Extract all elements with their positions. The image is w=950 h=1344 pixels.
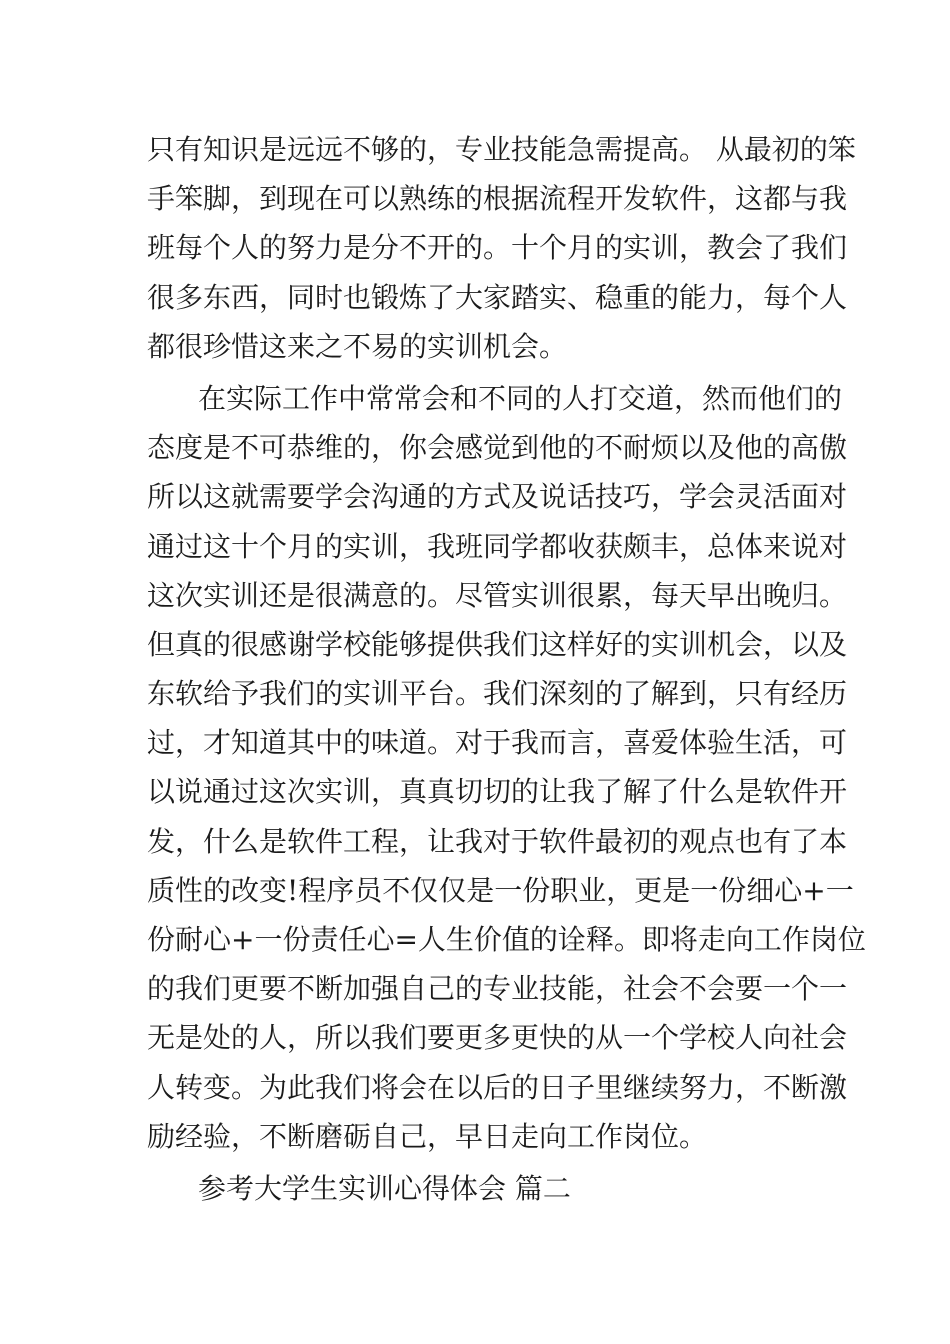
paragraph-line: 班每个人的努力是分不开的。十个月的实训，教会了我们	[147, 231, 848, 265]
paragraph-line: 在实际工作中常常会和不同的人打交道，然而他们的	[198, 381, 843, 415]
paragraph-line: 都很珍惜这来之不易的实训机会。	[147, 329, 568, 363]
paragraph-2	[147, 374, 866, 1161]
paragraph-line: 手笨脚，到现在可以熟练的根据流程开发软件，这都与我	[147, 182, 848, 216]
paragraph-line: 以说通过这次实训，真真切切的让我了解了什么是软件开	[147, 775, 848, 809]
paragraph-line: 态度是不可恭维的，你会感觉到他的不耐烦以及他的高傲	[147, 431, 848, 465]
paragraph-line: 励经验，不断磨砺自己，早日走向工作岗位。	[147, 1119, 708, 1153]
section-heading: 参考大学生实训心得体会 篇二	[198, 1171, 571, 1205]
paragraph-line: 发，什么是软件工程，让我对于软件最初的观点也有了本	[147, 824, 848, 858]
paragraph-line: 质性的改变!程序员不仅仅是一份职业，更是一份细心+一	[147, 873, 854, 907]
paragraph-line: 东软给予我们的实训平台。我们深刻的了解到，只有经历	[147, 677, 848, 711]
paragraph-line: 但真的很感谢学校能够提供我们这样好的实训机会，以及	[147, 627, 848, 661]
paragraph-line: 过，才知道其中的味道。对于我而言，喜爱体验生活，可	[147, 726, 848, 760]
paragraph-line: 所以这就需要学会沟通的方式及说话技巧，学会灵活面对	[147, 480, 848, 514]
paragraph-line: 无是处的人，所以我们要更多更快的从一个学校人向社会	[147, 1021, 848, 1055]
paragraph-line: 份耐心+一份责任心=人生价值的诠释。即将走向工作岗位	[147, 923, 866, 956]
paragraph-line: 很多东西，同时也锻炼了大家踏实、稳重的能力，每个人	[147, 280, 848, 314]
paragraph-line: 通过这十个月的实训，我班同学都收获颇丰，总体来说对	[147, 529, 848, 563]
paragraph-line: 的我们更要不断加强自己的专业技能，社会不会要一个一	[147, 972, 848, 1006]
paragraph-line: 只有知识是远远不够的，专业技能急需提高。 从最初的笨	[147, 133, 856, 166]
paragraph-line: 这次实训还是很满意的。尽管实训很累，每天早出晚归。	[147, 578, 848, 612]
paragraph-line: 人转变。为此我们将会在以后的日子里继续努力，不断激	[147, 1070, 848, 1104]
paragraph-1	[147, 125, 856, 371]
document-body	[147, 125, 866, 1213]
